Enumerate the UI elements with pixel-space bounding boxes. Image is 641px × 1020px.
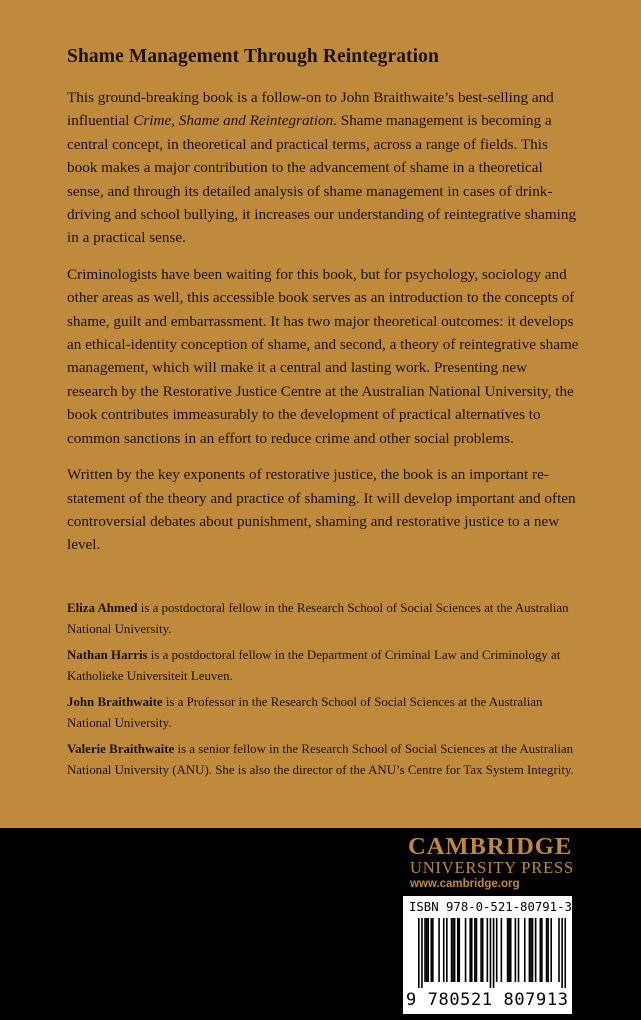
barcode-bar [561,918,563,988]
author-name: Nathan Harris [67,648,148,662]
barcode-bar [459,918,461,982]
author-bio-text: is a Professor in the Research School of Social Sciences at the Australian National University. [67,695,543,730]
barcode-bar [490,918,492,988]
barcode-bar [451,918,453,982]
author-bio [67,645,587,686]
barcode-bar [426,918,428,982]
barcode-bar [496,918,498,982]
barcode-bar [418,918,420,988]
barcode-digits: 9 780521 807913 > [406,990,591,1010]
barcode-bar [474,918,476,982]
barcode-bar [508,918,510,982]
author-bio-text: is a senior fellow in the Research School of Social Sciences at the Australian National University (ANU). She is also the director of the ANU’s Centre for Tax System Integrity. [67,742,574,777]
author-bios [67,598,587,786]
barcode-bar [476,918,478,982]
barcode-bar [452,918,454,982]
author-bio [67,692,587,733]
barcode-bar [518,918,520,982]
author-bio-text: is a postdoctoral fellow in the Research School of Social Sciences at the Australian National University. [67,601,569,636]
barcode-bar [430,918,432,982]
barcode-bar [501,918,503,982]
barcode-bar [480,918,482,982]
author-name: Valerie Braithwaite [67,742,175,756]
barcode-bar [546,918,548,982]
barcode-bar [510,918,512,982]
barcode-bar [482,918,484,982]
author-name: Eliza Ahmed [67,601,138,615]
barcode-bar [564,918,566,988]
book-description [67,86,579,570]
book-title: Shame Management Through Reintegration [67,46,439,67]
barcode-bar [515,918,517,982]
barcode-bar [471,918,473,982]
barcode-bar [469,918,471,982]
barcode-bar [507,918,509,982]
barcode-bar [427,918,429,982]
barcode-bar [421,918,423,988]
barcode-bar [524,918,526,982]
barcode-bar [550,918,552,982]
barcode-bar [535,918,537,982]
barcode-bar [487,918,489,982]
publisher-website: www.cambridge.org [410,878,520,890]
barcode-bar [432,918,434,982]
barcode-bar [547,918,549,982]
barcode-bar [438,918,440,982]
cited-book-title: Crime, Shame and Reintegration [133,112,334,130]
barcode-bar [558,918,560,982]
isbn-label: ISBN 978-0-521-80791-3 [409,900,572,914]
description-paragraph-2: Criminologists have been waiting for this book, but for psychology, sociology and other areas as well, this accessible book serves as an introduction to the concepts of shame, guilt and embarrassment. It has two major theoretical outcomes: it develops an ethical-identity conception of shame, and second, a theory of reintegrative shame management, which will make it a central and lasting work. Presenting new research by the Restorative Justice Centre at the Australian National University, the book contributes immeasurably to the development of practical alternatives to common sanctions in an effort to reduce crime and other social problems. [67,265,579,447]
barcode-bar [540,918,542,982]
barcode-bar [465,918,467,982]
barcode-bars [418,918,566,988]
barcode-bar [446,918,448,982]
barcode-bar [529,918,531,982]
description-p1-text-a: This ground-breaking book is a follow-on to John Braithwaite’s best-selling and influential [67,89,554,130]
author-bio [67,598,587,639]
description-paragraph-1 [67,86,579,250]
author-name: John Braithwaite [67,695,163,709]
description-p1-text-b: . Shame management is becoming a central concept, in theoretical and practical terms, across a range of fields. This book makes a major contribution to the advancement of shame in a theoretical sense, and through its detailed analysis of shame management in cases of drink-driving and school bullying, it increases our understanding of reintegrative shaming in a practical sense. [67,112,577,247]
barcode-bar [532,918,534,982]
barcode-bar [424,918,426,982]
barcode-bar [530,918,532,982]
publisher-logo-name: CAMBRIDGE [408,833,573,860]
description-paragraph-3: Written by the key exponents of restorative justice, the book is an important re-statement of the theory and practice of shaming. It will develop important and often controversial debates about punishment, shaming and restorative justice to a new level. [67,466,576,554]
barcode-bar [443,918,445,982]
barcode-bar [454,918,456,982]
barcode-bar [493,918,495,988]
publisher-logo-press: UNIVERSITY PRESS [410,858,574,877]
author-bio-text: is a postdoctoral fellow in the Department of Criminal Law and Criminology at Katholieke Universiteit Leuven. [67,648,561,683]
author-bio [67,739,587,780]
isbn-barcode [403,896,591,1014]
barcode-bar [541,918,543,982]
barcode-bar [457,918,459,982]
